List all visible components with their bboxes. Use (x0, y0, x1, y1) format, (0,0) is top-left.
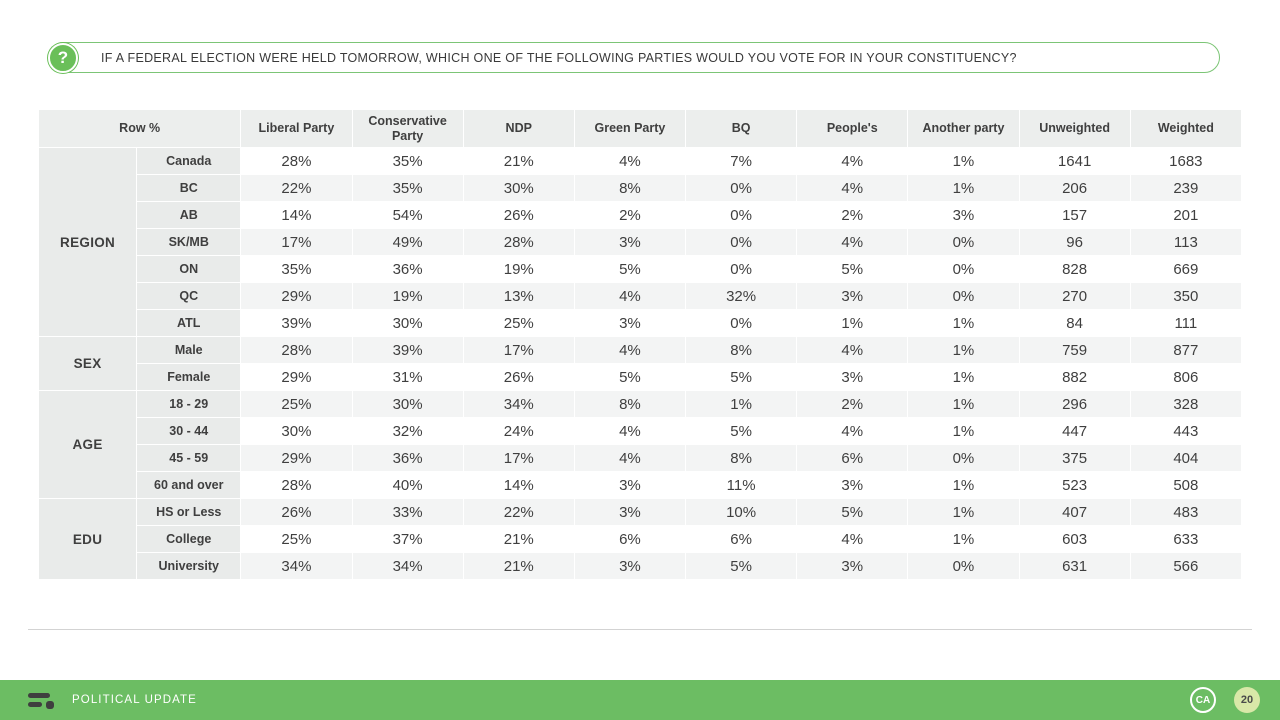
table-cell: 523 (1019, 472, 1130, 499)
table-cell: 1% (908, 391, 1019, 418)
results-table-container (38, 109, 1242, 580)
table-cell: 447 (1019, 418, 1130, 445)
table-cell: 84 (1019, 310, 1130, 337)
table-cell: 54% (352, 202, 463, 229)
table-cell: 24% (463, 418, 574, 445)
question-mark-icon: ? (48, 43, 78, 73)
table-cell: 5% (574, 364, 685, 391)
table-cell: 32% (352, 418, 463, 445)
row-label: ATL (137, 310, 241, 337)
table-cell: 96 (1019, 229, 1130, 256)
table-row (39, 472, 1242, 499)
table-cell: 2% (797, 391, 908, 418)
table-cell: 3% (574, 310, 685, 337)
table-cell: 404 (1130, 445, 1241, 472)
row-label: BC (137, 175, 241, 202)
table-cell: 8% (686, 445, 797, 472)
table-cell: 5% (686, 418, 797, 445)
table-cell: 1% (908, 418, 1019, 445)
column-header-unweighted: Unweighted (1019, 110, 1130, 148)
table-cell: 30% (352, 310, 463, 337)
table-cell: 17% (241, 229, 352, 256)
table-row (39, 337, 1242, 364)
table-cell: 4% (574, 337, 685, 364)
row-label: University (137, 553, 241, 580)
table-row (39, 256, 1242, 283)
table-cell: 4% (574, 283, 685, 310)
table-cell: 1% (797, 310, 908, 337)
question-banner (48, 42, 1220, 73)
table-cell: 4% (797, 175, 908, 202)
table-cell: 26% (241, 499, 352, 526)
table-cell: 11% (686, 472, 797, 499)
row-label: AB (137, 202, 241, 229)
table-cell: 1% (908, 472, 1019, 499)
table-cell: 19% (463, 256, 574, 283)
table-row (39, 148, 1242, 175)
table-cell: 25% (241, 526, 352, 553)
table-cell: 49% (352, 229, 463, 256)
table-cell: 21% (463, 148, 574, 175)
table-row (39, 499, 1242, 526)
table-cell: 508 (1130, 472, 1241, 499)
table-row (39, 526, 1242, 553)
table-cell: 34% (463, 391, 574, 418)
row-label: 18 - 29 (137, 391, 241, 418)
table-cell: 483 (1130, 499, 1241, 526)
table-cell: 36% (352, 445, 463, 472)
page-number-badge: 20 (1234, 687, 1260, 713)
table-cell: 33% (352, 499, 463, 526)
table-cell: 3% (797, 553, 908, 580)
table-cell: 1641 (1019, 148, 1130, 175)
table-cell: 1% (908, 364, 1019, 391)
table-cell: 0% (908, 553, 1019, 580)
table-cell: 5% (797, 256, 908, 283)
table-cell: 8% (574, 175, 685, 202)
row-label: 30 - 44 (137, 418, 241, 445)
table-cell: 0% (686, 256, 797, 283)
table-row (39, 391, 1242, 418)
table-cell: 29% (241, 364, 352, 391)
row-label: SK/MB (137, 229, 241, 256)
table-cell: 4% (797, 337, 908, 364)
table-cell: 633 (1130, 526, 1241, 553)
table-cell: 6% (797, 445, 908, 472)
table-cell: 6% (574, 526, 685, 553)
table-cell: 22% (463, 499, 574, 526)
table-cell: 669 (1130, 256, 1241, 283)
brand-mark-icon (28, 691, 58, 709)
table-cell: 1683 (1130, 148, 1241, 175)
column-header-liberal: Liberal Party (241, 110, 352, 148)
table-cell: 1% (908, 499, 1019, 526)
table-cell: 30% (352, 391, 463, 418)
table-cell: 1% (908, 175, 1019, 202)
table-cell: 4% (574, 445, 685, 472)
table-cell: 17% (463, 445, 574, 472)
row-label: QC (137, 283, 241, 310)
table-cell: 296 (1019, 391, 1130, 418)
footer-bar (0, 680, 1280, 720)
row-label: HS or Less (137, 499, 241, 526)
table-cell: 328 (1130, 391, 1241, 418)
table-cell: 2% (797, 202, 908, 229)
row-group-label: SEX (39, 337, 137, 391)
row-group-label: REGION (39, 148, 137, 337)
table-cell: 6% (686, 526, 797, 553)
table-cell: 4% (574, 418, 685, 445)
table-row (39, 445, 1242, 472)
table-cell: 270 (1019, 283, 1130, 310)
table-cell: 25% (241, 391, 352, 418)
table-cell: 3% (797, 472, 908, 499)
table-cell: 34% (241, 553, 352, 580)
table-cell: 201 (1130, 202, 1241, 229)
table-cell: 28% (241, 337, 352, 364)
table-cell: 39% (241, 310, 352, 337)
table-cell: 0% (686, 310, 797, 337)
column-header-ndp: NDP (463, 110, 574, 148)
table-cell: 0% (686, 202, 797, 229)
row-label: ON (137, 256, 241, 283)
row-label: Female (137, 364, 241, 391)
table-cell: 1% (686, 391, 797, 418)
table-cell: 30% (463, 175, 574, 202)
table-cell: 4% (797, 526, 908, 553)
table-cell: 1% (908, 337, 1019, 364)
column-header-green: Green Party (574, 110, 685, 148)
row-label: Canada (137, 148, 241, 175)
table-cell: 25% (463, 310, 574, 337)
table-cell: 14% (463, 472, 574, 499)
table-cell: 0% (908, 283, 1019, 310)
row-group-label: EDU (39, 499, 137, 580)
table-cell: 566 (1130, 553, 1241, 580)
table-cell: 111 (1130, 310, 1241, 337)
table-cell: 37% (352, 526, 463, 553)
table-cell: 1% (908, 526, 1019, 553)
table-cell: 1% (908, 148, 1019, 175)
table-cell: 4% (574, 148, 685, 175)
table-cell: 350 (1130, 283, 1241, 310)
table-row (39, 418, 1242, 445)
table-cell: 3% (797, 283, 908, 310)
table-cell: 19% (352, 283, 463, 310)
table-cell: 28% (463, 229, 574, 256)
table-header (39, 110, 1242, 148)
table-cell: 8% (574, 391, 685, 418)
table-cell: 3% (574, 472, 685, 499)
table-header-row (39, 110, 1242, 148)
row-label: 60 and over (137, 472, 241, 499)
table-cell: 21% (463, 553, 574, 580)
table-cell: 206 (1019, 175, 1130, 202)
table-cell: 32% (686, 283, 797, 310)
table-cell: 759 (1019, 337, 1130, 364)
table-row (39, 553, 1242, 580)
row-label: 45 - 59 (137, 445, 241, 472)
table-cell: 28% (241, 148, 352, 175)
table-cell: 26% (463, 364, 574, 391)
table-cell: 22% (241, 175, 352, 202)
table-cell: 0% (908, 256, 1019, 283)
table-cell: 35% (352, 148, 463, 175)
table-cell: 35% (352, 175, 463, 202)
table-cell: 39% (352, 337, 463, 364)
column-header-weighted: Weighted (1130, 110, 1241, 148)
table-cell: 29% (241, 283, 352, 310)
table-cell: 631 (1019, 553, 1130, 580)
column-header-peoples: People's (797, 110, 908, 148)
table-cell: 3% (797, 364, 908, 391)
table-cell: 0% (908, 445, 1019, 472)
table-cell: 7% (686, 148, 797, 175)
column-header-another: Another party (908, 110, 1019, 148)
table-row (39, 283, 1242, 310)
table-cell: 407 (1019, 499, 1130, 526)
question-text: IF A FEDERAL ELECTION WERE HELD TOMORROW, WHICH ONE OF THE FOLLOWING PARTIES WOULD YOU VOTE FOR IN YOUR CONSTITUENCY? (101, 50, 1017, 65)
table-cell: 31% (352, 364, 463, 391)
table-cell: 1% (908, 310, 1019, 337)
table-cell: 5% (797, 499, 908, 526)
table-cell: 4% (797, 148, 908, 175)
table-cell: 36% (352, 256, 463, 283)
table-cell: 3% (574, 553, 685, 580)
row-label: College (137, 526, 241, 553)
table-row (39, 229, 1242, 256)
table-cell: 14% (241, 202, 352, 229)
table-row (39, 364, 1242, 391)
table-row (39, 175, 1242, 202)
footer-title: POLITICAL UPDATE (72, 694, 197, 706)
table-cell: 8% (686, 337, 797, 364)
ca-logo-icon: CA (1190, 687, 1216, 713)
table-cell: 4% (797, 418, 908, 445)
table-cell: 239 (1130, 175, 1241, 202)
table-cell: 806 (1130, 364, 1241, 391)
table-cell: 29% (241, 445, 352, 472)
table-cell: 603 (1019, 526, 1130, 553)
table-cell: 2% (574, 202, 685, 229)
table-cell: 5% (686, 364, 797, 391)
table-cell: 5% (574, 256, 685, 283)
table-body (39, 148, 1242, 580)
table-cell: 3% (908, 202, 1019, 229)
row-label: Male (137, 337, 241, 364)
table-cell: 882 (1019, 364, 1130, 391)
table-cell: 30% (241, 418, 352, 445)
results-table (38, 109, 1242, 580)
table-cell: 35% (241, 256, 352, 283)
table-cell: 34% (352, 553, 463, 580)
table-cell: 17% (463, 337, 574, 364)
table-cell: 113 (1130, 229, 1241, 256)
row-group-label: AGE (39, 391, 137, 499)
column-header-bq: BQ (686, 110, 797, 148)
footer-right-group (1190, 687, 1260, 713)
table-cell: 10% (686, 499, 797, 526)
divider-line (28, 629, 1252, 630)
table-cell: 4% (797, 229, 908, 256)
table-row (39, 310, 1242, 337)
table-cell: 877 (1130, 337, 1241, 364)
table-cell: 3% (574, 229, 685, 256)
table-cell: 0% (908, 229, 1019, 256)
table-cell: 28% (241, 472, 352, 499)
table-cell: 0% (686, 229, 797, 256)
column-header-rowpct: Row % (39, 110, 241, 148)
table-cell: 443 (1130, 418, 1241, 445)
table-cell: 157 (1019, 202, 1130, 229)
table-cell: 5% (686, 553, 797, 580)
column-header-conservative: Conservative Party (352, 110, 463, 148)
table-cell: 40% (352, 472, 463, 499)
table-cell: 375 (1019, 445, 1130, 472)
table-cell: 828 (1019, 256, 1130, 283)
table-cell: 26% (463, 202, 574, 229)
table-cell: 21% (463, 526, 574, 553)
table-row (39, 202, 1242, 229)
table-cell: 13% (463, 283, 574, 310)
table-cell: 0% (686, 175, 797, 202)
table-cell: 3% (574, 499, 685, 526)
